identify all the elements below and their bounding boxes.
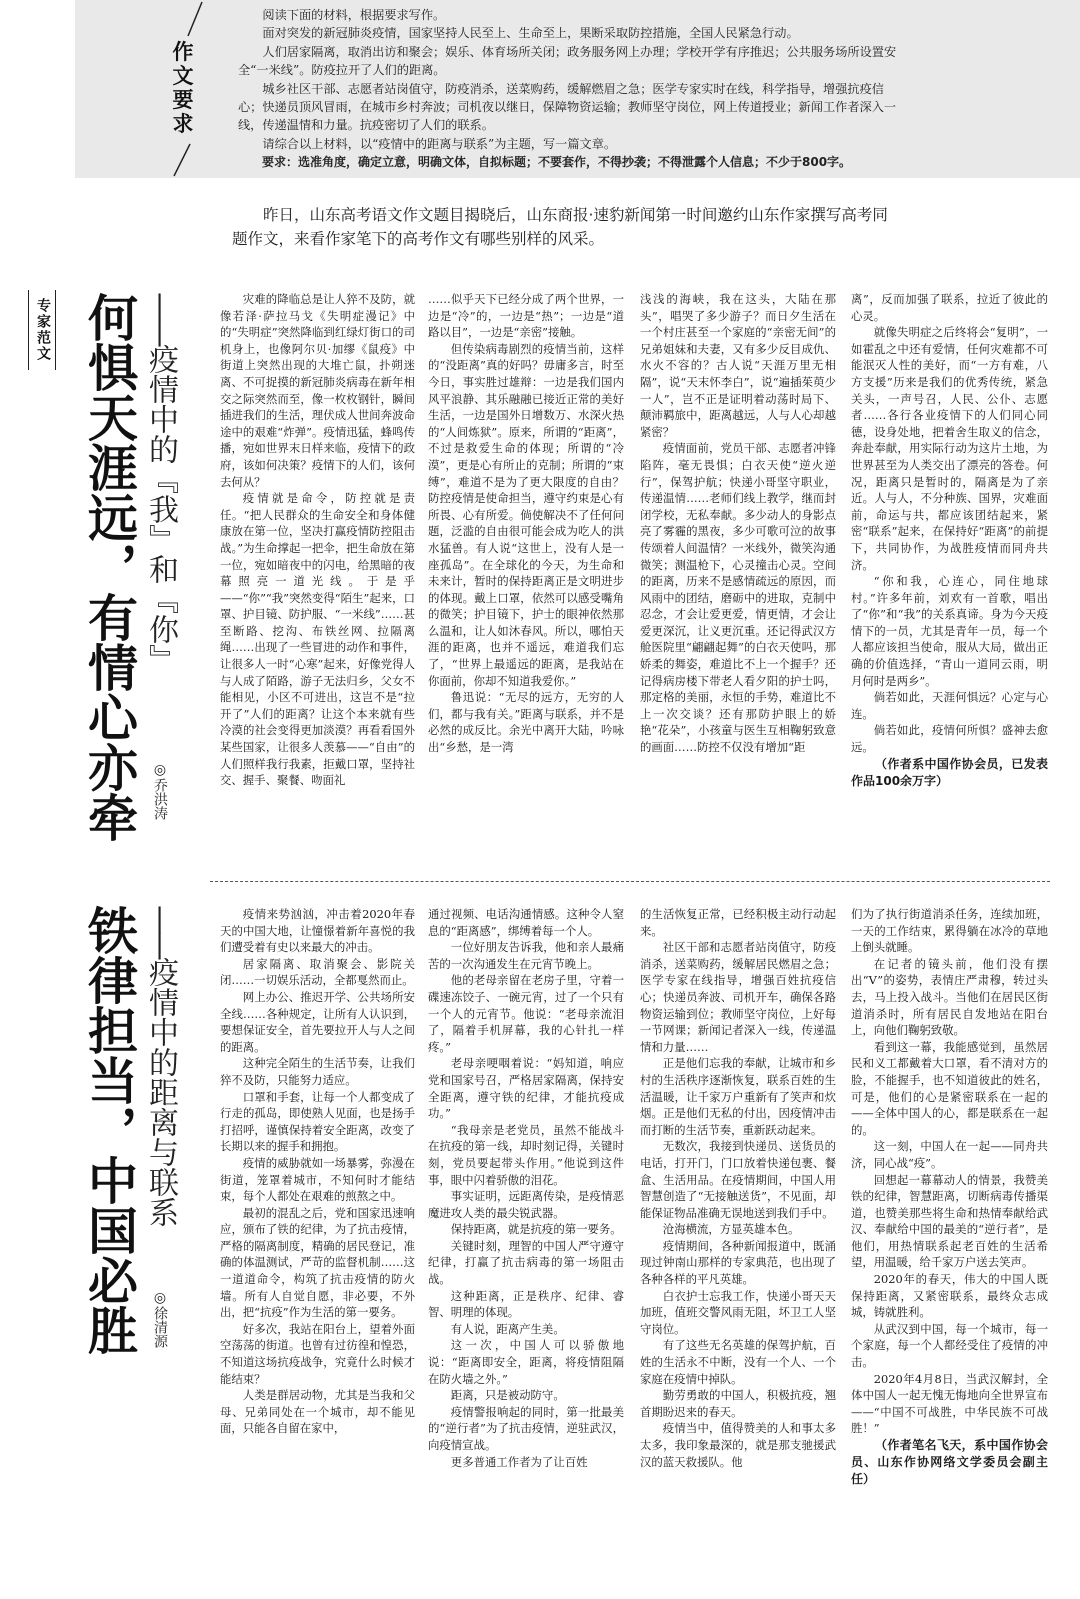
paragraph: 灾难的降临总是让人猝不及防，就像若泽·萨拉马戈《失明症漫记》中的“失明症”突然降临到红绿灯街口的司机身上，也像阿尔贝·加缪《鼠疫》中街道上突然出现的大堆亡鼠，扑朔迷离、不可捉摸的新冠肺炎病毒在新年相交之际突然而至，像一枚枚钢针，瞬间插进我们的生活，理伏成人世间奔波命途中的艰难“炸弹”。疫情迅猛，蜂鸣传播，宛如世界末日样来临，疫情下的政府，该如何决策？疫情下的人们，该何去何从？ (220, 292, 415, 489)
paragraph: 这一次，中国人可以骄傲地说：“距离即安全，距离，将疫情阻隔在防火墙之外。” (428, 1338, 624, 1386)
article1-author: ◎乔洪涛 (152, 762, 168, 820)
paragraph: 正是他们忘我的奉献，让城市和乡村的生活秩序逐渐恢复，联系百姓的生活温暖，让千家万户重新有了笑声和炊烟。正是他们无私的付出，因疫情冲击而打断的生活节奏，重新跃动起来。 (640, 1056, 836, 1137)
subtitle-dash: —— (143, 292, 178, 344)
paragraph: “我母亲是老党员，虽然不能战斗在抗疫的第一线，却时刻记得，关键时刻，党员要起带头作用。”他说到这件事，眼中闪着骄傲的泪花。 (428, 1122, 624, 1187)
paragraph: “你和我，心连心，同住地球村。”许多年前，刘欢有一首歌，唱出了“你”和“我”的关系真谛。身为今天疫情下的一员，尤其是青年一员，每一个人都应该担当使命，服从大局，做出正确的价值选择，“青山一道同云雨，明月何时是两乡”。 (851, 574, 1048, 688)
paragraph: 离”，反而加强了联系，拉近了彼此的心灵。 (851, 292, 1048, 323)
subtitle-text: 疫情中的距离与联系 (143, 957, 178, 1227)
section-label: 专家范文 (28, 290, 56, 370)
paragraph: 疫情警报响起的同时，第一批最美的“逆行者”为了抗击疫情，逆驻武汉，向疫情宣战。 (428, 1404, 624, 1452)
paragraph: 保持距离，就是抗疫的第一要务。 (450, 1222, 622, 1237)
paragraph: 疫情当中，值得赞美的人和事太多太多，我印象最深的，就是那支驰援武汉的蓝天救援队。他 (640, 1421, 836, 1469)
paragraph: 老母亲哽咽着说：“妈知道，响应党和国家号召，严格居家隔离，保持安全距离，遵守铁的纪律，才能抗疫成功。” (428, 1056, 624, 1121)
requirement-label: 作文要求 (172, 40, 194, 136)
section-divider (210, 881, 1050, 882)
paragraph: 就像失明症之后终将会“复明”，一如霍乱之中还有爱情，任何灾难都不可能泯灭人性的美好，而“一方有难，八方支援”历来是我们的优秀传统，紧急关头，一声号召，人民、公仆、志愿者……各行各业疫情下的人们同心同德，设身处地，把着舍生取义的信念，奔赴奉献，用实际行动为这片土地，为世界甚至为人类交出了漂亮的答卷。何况，距离只是暂时的，隔离是为了亲近。人与人，不分种族、国界，灾难面前，命运与共，都应该团结起来，紧密“联系”起来，在保持好“距离”的前提下，共同协作，为战胜疫情而同舟共济。 (851, 325, 1048, 572)
paragraph: 社区干部和志愿者站岗值守，防疫消杀，送菜购药，缓解居民燃眉之急；医学专家在线指导，增强百姓抗疫信心；快递员奔波、司机开车，确保各路物资运输到位；教师坚守岗位，上好每一节网课；新闻记者深入一线，传递温情和力量…… (640, 940, 836, 1054)
requirement-paragraph: 面对突发的新冠肺炎疫情，国家坚持人民至上、生命至上，果断采取防控措施，全国人民紧急行动。 (262, 26, 799, 41)
paragraph: 们为了执行街道消杀任务，连续加班，一天的工作结束，累得躺在冰冷的草地上倒头就睡。 (851, 907, 1048, 955)
paragraph: 这一刻，中国人在一起——同舟共济，同心战“疫”。 (851, 1139, 1048, 1170)
article2-subtitle (142, 905, 178, 1227)
paragraph: 勤劳勇敢的中国人，积极抗疫，翘首期盼迟来的春天。 (640, 1388, 836, 1419)
paragraph: 鲁迅说：“无尽的远方，无穷的人们，都与我有关。”距离与联系，并不是必然的成反比。余光中离开大陆，吟咏出“乡愁，是一湾 (428, 690, 624, 755)
article1-author-note: （作者系中国作协会员，已发表作品100余万字） (851, 756, 1048, 788)
paragraph: 距离，只是被动防守。 (450, 1388, 565, 1403)
requirement-paragraph: 人们居家隔离，取消出访和聚会；娱乐、体育场所关闭；政务服务网上办理；学校开学有序推迟；公共服务场所设置安全“一米线”。防疫拉开了人们的距离。 (238, 44, 897, 78)
article2-column-4 (851, 906, 1048, 1596)
paragraph: 关键时刻，理智的中国人严守遵守纪律，打赢了抗击病毒的第一场阻击战。 (428, 1238, 624, 1287)
article1-column-4 (851, 291, 1048, 853)
paragraph: 疫情的威胁就如一场暴雾，弥漫在街道，笼罩着城市，不知何时才能结束，每个人都处在艰难的煎熬之中。 (220, 1155, 415, 1204)
paragraph: 口罩和手套，让每一个人都变成了行走的孤岛，即使熟人见面，也是扬手打招呼，谨慎保持着安全距离，改变了长期以来的握手和拥抱。 (220, 1089, 415, 1154)
paragraph: 从武汉到中国，每一个城市，每一个家庭，每一个人都经受住了疫情的冲击。 (851, 1321, 1048, 1370)
requirement-text (238, 6, 906, 172)
paragraph: 居家隔离、取消聚会、影院关闭……一切娱乐活动，全都戛然而止。 (220, 956, 415, 988)
paragraph: 他的老母亲留在老房子里，守着一碟速冻饺子、一碗元宵，过了一个只有一个人的元宵节。他说：“老母亲流泪了，隔着手机屏幕，我的心针扎一样疼。” (428, 973, 624, 1054)
paragraph: 更多普通工作者为了让百姓 (450, 1454, 588, 1469)
article1-headline: 何惧天涯远，有情心亦牵 (80, 292, 138, 842)
paragraph: 好多次，我站在阳台上，望着外面空荡荡的街道。也曾有过彷徨和惶恐，不知道这场抗疫战争，究竟什么时候才能结束？ (220, 1321, 415, 1386)
paragraph: 回想起一幕幕动人的情景，我赞美铁的纪律，智慧距离，切断病毒传播渠道，也赞美那些将生命和热情奉献给武汉、奉献给中国的最美的“逆行者”，是他们，用热情联系起老百姓的生活希望，用温暖，给千家万户送去笑声。 (851, 1172, 1048, 1270)
paragraph: 人类是群居动物，尤其是当我和父母、兄弟同处在一个城市，却不能见面，只能各自留在家中， (220, 1388, 415, 1436)
paragraph: 无数次，我接到快递员、送货员的电话，打开门，门口放着快递包裹、餐盒、生活用品。在疫情期间，中国人用智慧创造了“无接触送货”，不见面，却能保证物品准确无误地送到我们手中。 (640, 1139, 836, 1220)
requirement-paragraph: 城乡社区干部、志愿者站岗值守，防疫消杀，送菜购药，缓解燃眉之急；医学专家实时在线，科学指导，增强抗疫信心；快递员顶风冒雨，在城市乡村奔波；司机夜以继日，保障物资运输；教师坚守岗位，网上传道授业；新闻工作者深入一线，传递温情和力量。抗疫密切了人们的联系。 (238, 81, 897, 133)
requirement-paragraph: 请综合以上材料，以“疫情中的距离与联系”为主题，写一篇文章。 (262, 136, 617, 151)
paragraph: 一位好朋友告诉我，他和亲人最痛苦的一次沟通发生在元宵节晚上。 (428, 940, 624, 971)
article2-author: ◎徐清源 (152, 1290, 168, 1348)
intro-text: 昨日，山东高考语文作文题目揭晓后，山东商报·速豹新闻第一时间邀约山东作家撰写高考同题作文，来看作家笔下的高考作文有哪些别样的风采。 (232, 206, 888, 248)
paragraph: 这种完全陌生的生活节奏，让我们猝不及防，只能努力适应。 (220, 1056, 415, 1087)
paragraph: 但传染病毒剧烈的疫情当前，这样的“没距离”真的好吗？毋庸多言，时至今日，事实胜过雄辩：一边是我们国内风平浪静、其乐融融已接近正常的美好生活，一边是国外日增数万、水深火热的“人间炼狱”。原来，所谓的“距离”，不过是救爱生命的体现；所谓的“冷漠”，更是心有所止的克制；所谓的“束缚”，难道不是为了更大限度的自由？防控疫情是使命担当，遵守约束是心有所畏、心有所爱。倘使解决不了任何问题，泛滥的自由很可能会成为吃人的洪水猛兽。有人说“这世上，没有人是一座孤岛”。在全球化的今天，为生命和未来计，暂时的保持距离正是文明进步的体现。戴上口罩，依然可以感受嘴角的微笑；护目镜下，护士的眼神依然那么温和，让人如沐春风。所以，哪怕天涯的距离，也并不遥远，难道我们忘了，“世界上最遥远的距离，是我站在你面前，你却不知道我爱你。” (428, 341, 624, 688)
article1-column-3 (640, 291, 836, 853)
paragraph: 白衣护士忘我工作，快递小哥天天加班，值班交警风雨无阻，坏卫工人坚守岗位。 (640, 1288, 836, 1336)
paragraph: ……似乎天下已经分成了两个世界，一边是“冷”的，一边是“热”；一边是“道路以目”，一边是“亲密”接触。 (428, 292, 624, 340)
paragraph: 有了这些无名英雄的保驾护航，百姓的生活永不中断，没有一个人、一个家庭在疫情中掉队。 (640, 1338, 836, 1386)
article2-headline: 铁律担当，中国必胜 (80, 905, 138, 1355)
paragraph: 倘若如此，疫情何所惧？盛神去愈远。 (851, 723, 1048, 755)
paragraph: 沧海横流，方显英雄本色。 (662, 1222, 800, 1237)
paragraph: 疫情来势汹汹，冲击着2020年春天的中国大地，让憧憬着新年喜悦的我们遭受着有史以来最大的冲击。 (220, 907, 415, 955)
subtitle-text: 疫情中的『我』和『你』 (143, 344, 178, 674)
paragraph: 疫情期间，各种新闻报道中，既涌现过钟南山那样的专家典范，也出现了各种各样的平凡英雄。 (640, 1238, 836, 1287)
article1-subtitle (142, 292, 178, 674)
requirement-rules: 要求：选准角度，确定立意，明确文体，自拟标题；不要套作，不得抄袭；不得泄露个人信息；不少于800字。 (262, 155, 852, 170)
requirement-paragraph: 阅读下面的材料，根据要求写作。 (262, 8, 446, 22)
paragraph: 2020年4月8日，当武汉解封，全体中国人一起无愧无悔地向全世界宣布——“中国不可战胜，中华民族不可战胜！” (851, 1371, 1048, 1436)
paragraph: 事实证明，远距离传染，是疫情恶魔进攻人类的最尖锐武器。 (428, 1189, 624, 1220)
paragraph: 的生活恢复正常，已经积极主动行动起来。 (640, 907, 836, 938)
article2-column-1 (220, 906, 415, 1596)
paragraph: 倘若如此，天涯何惧远？心定与心连。 (851, 690, 1048, 721)
paragraph: 疫情就是命令，防控就是责任。“把人民群众的生命安全和身体健康放在第一位，坚决打赢疫情防控阻击战。”为生命撑起一把伞，把生命放在第一位，宛如暗夜中的闪电，给黑暗的夜幕照亮一道光线。于是乎——“你”“我”突然变得“陌生”起来，口罩、护目镜、防护服、“一米线”……甚至断路、挖沟、布铁丝网、拉隔离绳……出现了一些冒进的动作和事件，让很多人一时“心寒”起来，好像党得人与人成了陌路，游子无法归乡，父女不能相见，小区不可进出，这岂不是“拉开了”人们的距离？让这个本来就有些冷漠的社会变得更加淡漠？再看看国外某些国家，让很多人羡慕——“自由”的人们照样我行我素，拒戴口罩，坚持社交、握手、聚餐、吻面礼 (220, 491, 415, 788)
article2-author-note: （作者笔名飞天，系中国作协会员、山东作协网络文学委员会副主任） (851, 1438, 1048, 1486)
paragraph: 网上办公、推迟开学、公共场所安全线……各种规定，让所有人认识到，要想保证安全，首先要拉开人与人之间的距离。 (220, 989, 415, 1054)
subtitle-dash: —— (143, 905, 178, 957)
paragraph: 疫情面前，党员干部、志愿者冲锋陷阵，毫无畏惧；白衣天使“逆火逆行”，保驾护航；快递小哥坚守职业，传递温情……老师们线上教学，继而封闭学校，无私奉献。多少动人的身影点亮了雾霾的黑夜，多少可歌可泣的故事传颂着人间温情？一米线外，微笑沟通微笑；测温枪下，心灵撞击心灵。空间的距离，历来不是感情疏远的原因，而风雨中的团结，磨砺中的进取，克制中忍念，才会让爱更爱，情更情，才会让爱更深沉，让义更沉重。还记得武汉方舱医院里“翩翩起舞”的白衣天使吗，那娇柔的舞姿，难道比不上一个握手？还记得病房楼下带老人看夕阳的护士吗，那定格的美丽，永恒的手势，难道比不上一次交谈？还有那防护眼上的娇艳“花朵”，小孩童与医生互相鞠躬致意的画面……防控不仅没有增加“距 (640, 441, 836, 755)
paragraph: 通过视频、电话沟通情感。这种令人窒息的“距离感”，绑缚着每一个人。 (428, 907, 624, 938)
paragraph: 在记者的镜头前，他们没有摆出“V”的姿势，表情庄严肃穆，转过头去，马上投入战斗。当他们在居民区街道消杀时，所有居民自发地站在阳台上，向他们鞠躬致敬。 (851, 956, 1048, 1038)
article2-column-2 (428, 906, 624, 1596)
article2-column-3 (640, 906, 836, 1596)
paragraph: 这种距离，正是秩序、纪律、睿智、明理的体现。 (428, 1288, 624, 1320)
paragraph: 2020年的春天，伟大的中国人既保持距离，又紧密联系，最终众志成城，铸就胜利。 (851, 1272, 1048, 1320)
article1-column-2 (428, 291, 624, 853)
paragraph: 看到这一幕，我能感觉到，虽然居民和义工都戴着大口罩，看不清对方的脸，不能握手，也不知道彼此的姓名，可是，他们的心是紧密联系在一起的——全体中国人的心，都是联系在一起的。 (851, 1039, 1048, 1137)
paragraph: 浅浅的海峡，我在这头，大陆在那头”，唱哭了多少游子？而日夕生活在一个村庄甚至一个家庭的“亲密无间”的兄弟姐妹和夫妻，又有多少反目成仇、水火不容的？古人说“天涯万里无相隔”，说“天末怀李白”，说“遍插茱萸少一人”，岂不正是证明着动荡时局下、颠沛羁旅中，距离越远，人与人心却越紧密？ (640, 292, 836, 439)
paragraph: 有人说，距离产生美。 (450, 1321, 565, 1336)
paragraph: 最初的混乱之后，党和国家迅速响应，颁布了铁的纪律，为了抗击疫情，严格的隔离制度，精确的居民登记，准确的体温测试，严苛的监督机制……这一道道命令，构筑了抗击疫情的防火墙。所有人自觉自愿，非必要，不外出，把“抗疫”作为生活的第一要务。 (220, 1205, 415, 1320)
article1-column-1 (220, 291, 415, 853)
